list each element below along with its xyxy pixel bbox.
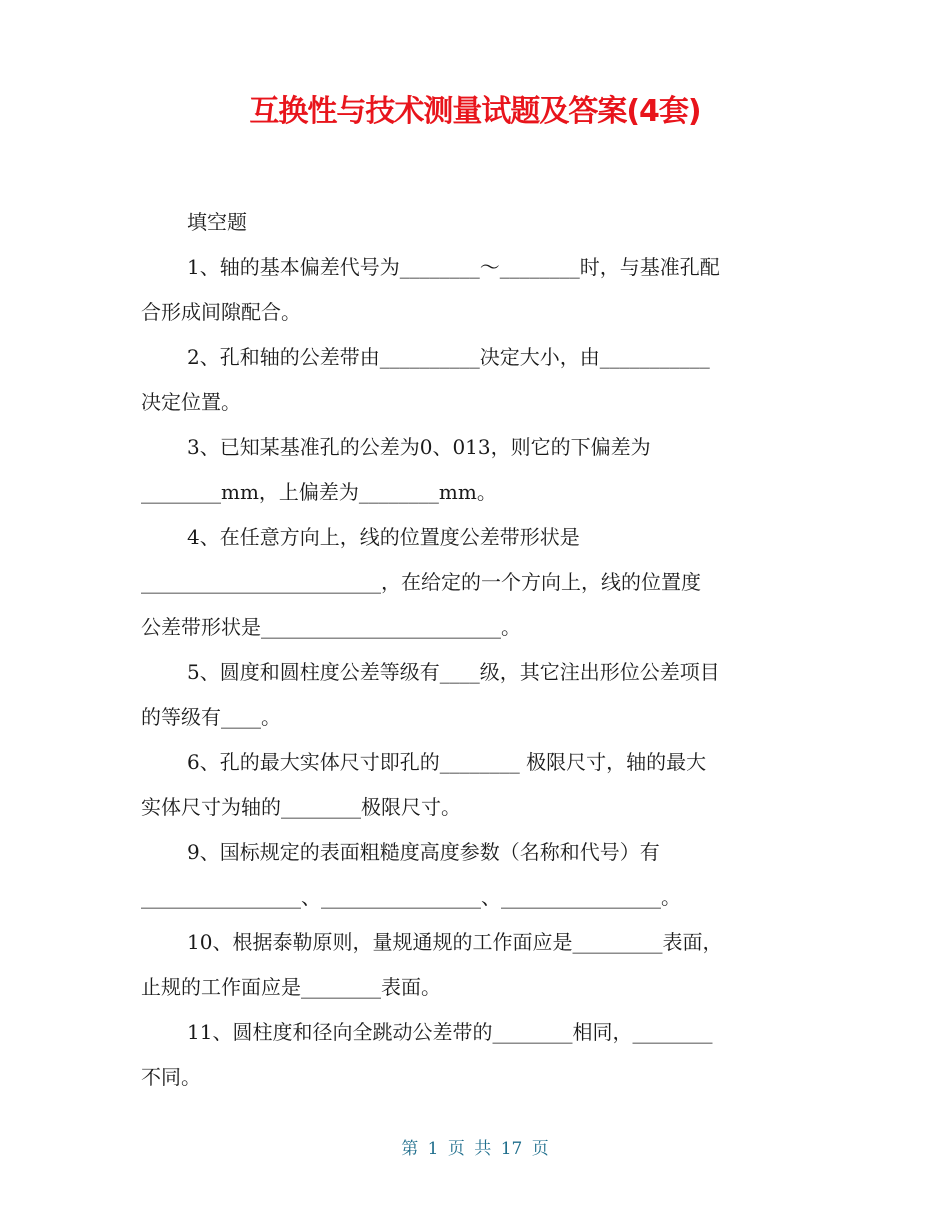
question-5-line-1: 5、圆度和圆柱度公差等级有____级，其它注出形位公差项目: [187, 660, 720, 684]
page-footer: 第 1 页 共 17 页: [401, 1139, 549, 1159]
question-1-line-2: 合形成间隙配合。: [141, 300, 301, 324]
question-6-line-2: 实体尺寸为轴的________极限尺寸。: [141, 795, 461, 819]
document-title: 互换性与技术测量试题及答案(4套): [249, 94, 701, 129]
question-1-line-1: 1、轴的基本偏差代号为________～________时，与基准孔配: [187, 255, 720, 279]
question-9-line-1: 9、国标规定的表面粗糙度高度参数（名称和代号）有: [187, 840, 660, 864]
question-2-line-1: 2、孔和轴的公差带由__________决定大小，由___________: [187, 345, 710, 369]
document-body: [141, 200, 809, 1100]
question-4-line-1: 4、在任意方向上，线的位置度公差带形状是: [187, 525, 580, 549]
question-2-line-2: 决定位置。: [141, 390, 241, 414]
question-4-line-3: 公差带形状是________________________。: [141, 615, 521, 639]
question-5-line-2: 的等级有____。: [141, 705, 281, 729]
question-11-line-2: 不同。: [141, 1065, 201, 1089]
question-6-line-1: 6、孔的最大实体尺寸即孔的________ 极限尺寸，轴的最大: [187, 750, 707, 774]
question-10-line-2: 止规的工作面应是________表面。: [141, 975, 441, 999]
question-10-line-1: 10、根据泰勒原则，量规通规的工作面应是_________表面，: [187, 930, 723, 954]
section-heading: 填空题: [187, 210, 247, 234]
question-9-line-2: ________________、________________、________________。: [141, 885, 681, 909]
question-3-line-2: ________mm，上偏差为________mm。: [141, 480, 497, 504]
question-11-line-1: 11、圆柱度和径向全跳动公差带的________相同，________: [187, 1020, 713, 1044]
question-4-line-2: ________________________，在给定的一个方向上，线的位置度: [141, 570, 701, 594]
question-3-line-1: 3、已知某基准孔的公差为0、013，则它的下偏差为: [187, 435, 651, 459]
